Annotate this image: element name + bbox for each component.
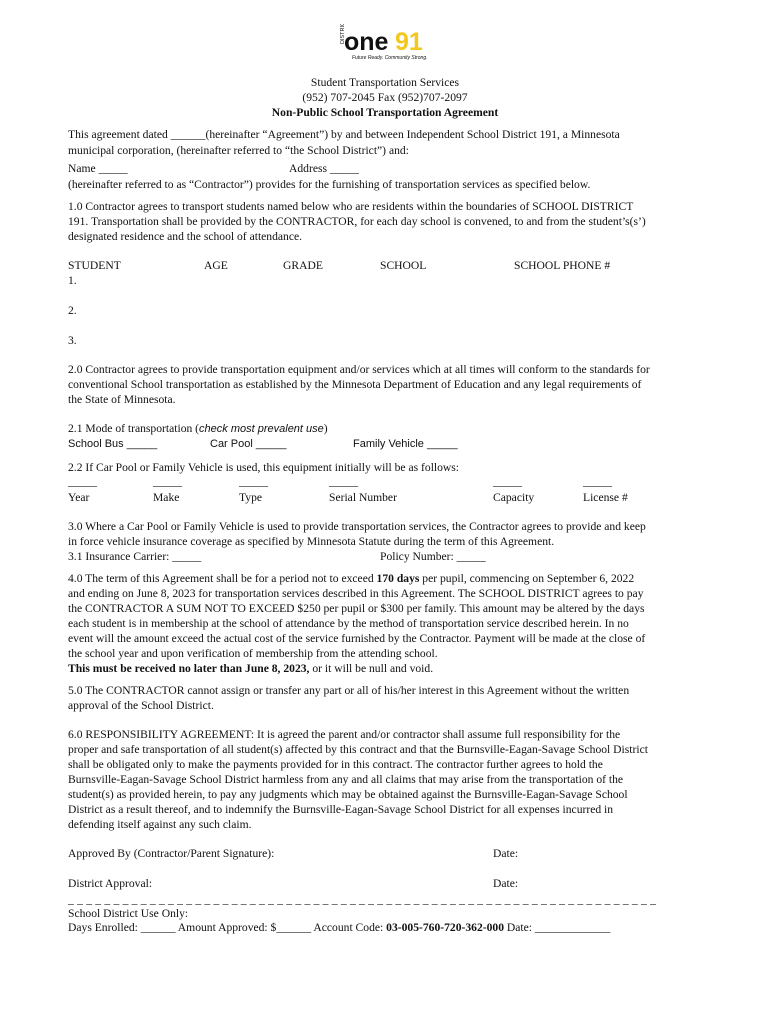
s6-line4: Burnsville-Eagan-Savage School District harmless from any and all claims that may arise from the transportation of the <box>68 773 624 786</box>
policy-number-field[interactable]: Policy Number: _____ <box>380 550 486 563</box>
s2-line2: conventional School transportation as established by the Minnesota Department of Education and any legal requirements of <box>68 378 642 391</box>
student-row[interactable]: 2. <box>68 304 77 317</box>
logo-side-text: DISTRICT <box>340 24 346 44</box>
s6-line7: defending itself against any such claim. <box>68 818 252 831</box>
label-license: License # <box>583 491 628 504</box>
address-field[interactable]: Address _____ <box>289 162 359 175</box>
col-school: SCHOOL <box>380 259 427 272</box>
col-age: AGE <box>204 259 228 272</box>
s4-line2: and ending on June 8, 2023 for transportation services described in this Agreement. The SCHOOL DISTRICT agrees to pay <box>68 587 644 600</box>
s22-label: 2.2 If Car Pool or Family Vehicle is used, this equipment initially will be as follows: <box>68 461 460 474</box>
col-student: STUDENT <box>68 259 121 272</box>
s1-line3: designated residence and the school of attendance. <box>68 230 303 243</box>
intro-line4: (hereinafter referred to as “Contractor”) provides for the furnishing of transportation services as specified below. <box>68 178 591 191</box>
s1-line2: 191. Transportation shall be provided by the CONTRACTOR, for each day school is convened, to and from the student’s(s’) <box>68 215 646 228</box>
contractor-date-field[interactable]: Date: <box>493 847 519 860</box>
label-year: Year <box>68 491 90 504</box>
student-row[interactable]: 1. <box>68 274 77 287</box>
license-blank[interactable]: _____ <box>583 475 612 488</box>
label-make: Make <box>153 491 180 504</box>
car-pool-option[interactable]: Car Pool _____ <box>210 438 287 450</box>
logo-brand-text: one <box>344 28 389 56</box>
s6-line3: shall be obligated only to make the payments provided for in this contract. The contractor further agrees to hold the <box>68 758 603 771</box>
one91-logo-icon <box>330 24 440 64</box>
student-row[interactable]: 3. <box>68 334 77 347</box>
logo-tagline: Future Ready. Community Strong. <box>352 55 428 61</box>
s2-line3: the State of Minnesota. <box>68 393 176 406</box>
contractor-signature-field[interactable]: Approved By (Contractor/Parent Signature): <box>68 847 275 860</box>
s6-line2: proper and safe transportation of all student(s) affected by this contract and that the Burnsville-Eagan-Savage School District <box>68 743 648 756</box>
district-logo <box>330 24 440 64</box>
district-date-field[interactable]: Date: <box>493 877 519 890</box>
serial-blank[interactable]: _____ <box>329 475 358 488</box>
district-use-line[interactable]: Days Enrolled: ______ Amount Approved: $______ Account Code: 03-005-760-720-362-000 Date: _____________ <box>68 921 611 934</box>
divider-dashes: _ _ _ _ _ _ _ _ _ _ _ _ _ _ _ _ _ _ _ _ _ _ _ _ _ _ _ _ _ _ _ _ _ _ _ _ _ _ _ _ _ _ _ _ _ _ _ _ _ _ _ _ _ _ _ _ _ _ _ _ _ _ _ _ _ <box>68 893 657 906</box>
s3-line1: 3.0 Where a Car Pool or Family Vehicle is used to provide transportation services, the Contractor agrees to provide and keep <box>68 520 646 533</box>
s4-line7: This must be received no later than June 8, 2023, or it will be null and void. <box>68 662 434 675</box>
school-bus-option[interactable]: School Bus _____ <box>68 438 158 450</box>
insurance-carrier-field[interactable]: 3.1 Insurance Carrier: _____ <box>68 550 202 563</box>
s4-line4: each student is in membership at the school of attendance by the method of transportation service described herein. In no <box>68 617 629 630</box>
s5-line1: 5.0 The CONTRACTOR cannot assign or transfer any part or all of his/her interest in this Agreement without the written <box>68 684 630 697</box>
s2-line1: 2.0 Contractor agrees to provide transportation equipment and/or services which at all times will conform to the standards for <box>68 363 650 376</box>
s21-label: 2.1 Mode of transportation (check most prevalent use) <box>68 422 328 435</box>
family-vehicle-option[interactable]: Family Vehicle _____ <box>353 438 458 450</box>
s4-line6: the school year and upon verification of membership from the attending school. <box>68 647 438 660</box>
type-blank[interactable]: _____ <box>239 475 268 488</box>
s5-line2: approval of the School District. <box>68 699 214 712</box>
s4-line1: 4.0 The term of this Agreement shall be for a period not to exceed 170 days per pupil, commencing on September 6, 2022 <box>68 572 635 585</box>
s6-line5: student(s) as provided herein, to pay any judgments which may be obtained against the Burnsville-Eagan-Savage School <box>68 788 628 801</box>
page-title: Non-Public School Transportation Agreement <box>271 106 499 119</box>
s3-line2: in force vehicle insurance coverage as specified by Minnesota Statute during the term of this Agreement. <box>68 535 555 548</box>
district-approval-field[interactable]: District Approval: <box>68 877 153 890</box>
label-serial: Serial Number <box>329 491 397 504</box>
district-use-only-label: School District Use Only: <box>68 907 189 920</box>
logo-brand-number: 91 <box>395 28 423 56</box>
s4-line5: event will the amount exceed the actual cost of the service furnished by the Contractor. Payment will be made at the close of <box>68 632 646 645</box>
header-phone: (952) 707-2045 Fax (952)707-2097 <box>302 91 468 104</box>
header-line1: Student Transportation Services <box>310 76 460 89</box>
make-blank[interactable]: _____ <box>153 475 182 488</box>
s6-line6: District as a result thereof, and to indemnify the Burnsville-Eagan-Savage School District for all expenses incurred in <box>68 803 614 816</box>
s1-line1: 1.0 Contractor agrees to transport students named below who are residents within the boundaries of SCHOOL DISTRICT <box>68 200 634 213</box>
label-capacity: Capacity <box>493 491 535 504</box>
intro-line2: municipal corporation, (hereinafter referred to “the School District”) and: <box>68 144 409 157</box>
capacity-blank[interactable]: _____ <box>493 475 522 488</box>
intro-line1: This agreement dated ______(hereinafter “Agreement”) by and between Independent School District 191, a Minnesota <box>68 128 620 141</box>
s4-line3: the CONTRACTOR A SUM NOT TO EXCEED $250 per pupil or $300 per family. This amount may be altered by the days <box>68 602 645 615</box>
col-school-phone: SCHOOL PHONE # <box>514 259 611 272</box>
name-field[interactable]: Name _____ <box>68 162 128 175</box>
col-grade: GRADE <box>283 259 323 272</box>
s6-line1: 6.0 RESPONSIBILITY AGREEMENT: It is agreed the parent and/or contractor shall assume full responsibility for the <box>68 728 621 741</box>
label-type: Type <box>239 491 263 504</box>
year-blank[interactable]: _____ <box>68 475 97 488</box>
